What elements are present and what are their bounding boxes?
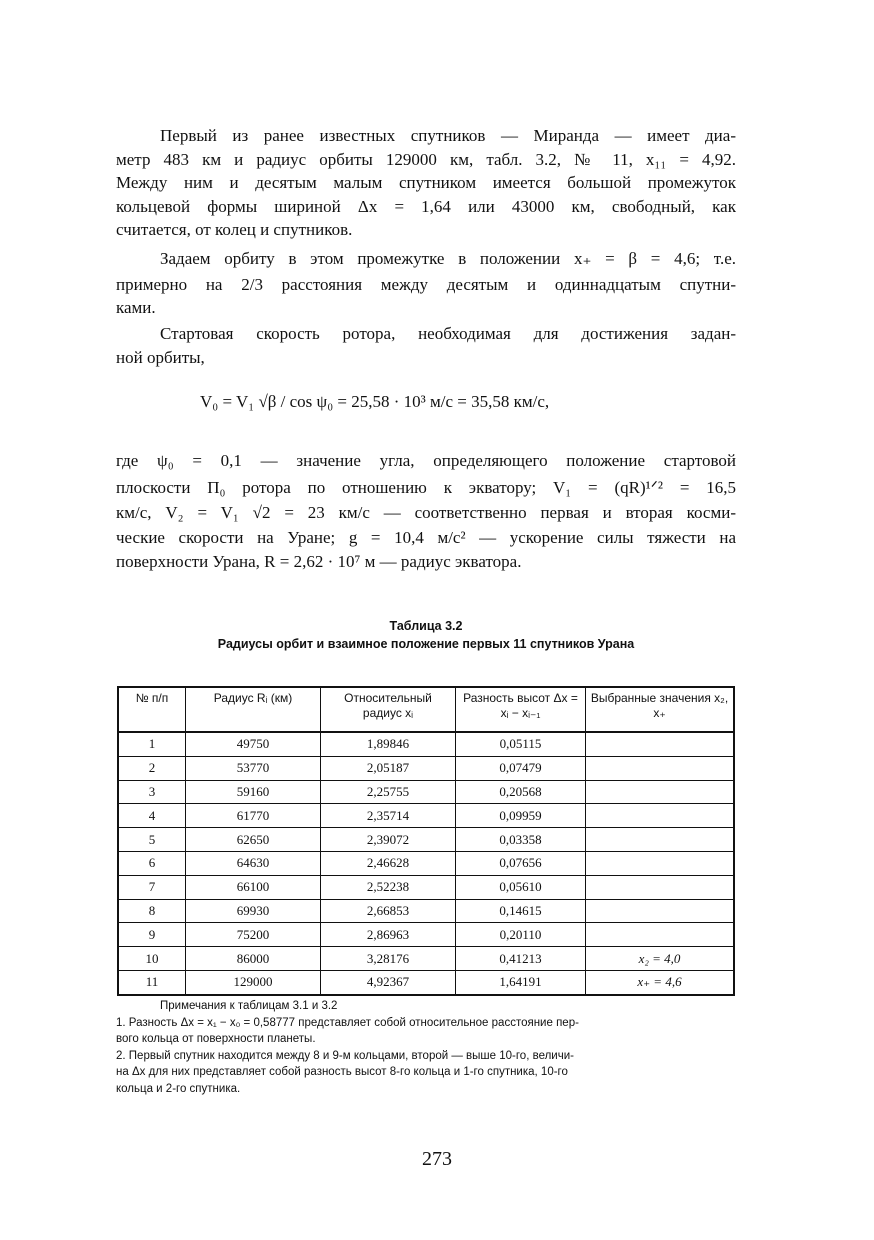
note-line: кольца и 2-го спутника. xyxy=(116,1082,241,1095)
column-header-selected-values: Выбранные значения x₂, x₊ xyxy=(586,687,735,732)
notes-heading: Примечания к таблицам 3.1 и 3.2 xyxy=(160,1000,338,1012)
cell-height-difference: 0,41213 xyxy=(456,947,586,971)
cell-height-difference: 0,20568 xyxy=(456,780,586,804)
cell-height-difference: 0,05115 xyxy=(456,732,586,756)
table-label: Таблица 3.2 xyxy=(389,619,463,633)
cell-selected-value xyxy=(586,899,735,923)
column-header-relative-radius: Относительный радиус xᵢ xyxy=(321,687,456,732)
cell-radius: 129000 xyxy=(186,970,321,994)
text-line: плоскости П₀ ротора по отношению к экватору; V₁ = (qR)¹ᐟ² = 16,5 xyxy=(116,478,736,497)
cell-relative-radius: 2,05187 xyxy=(321,756,456,780)
cell-number: 1 xyxy=(118,732,186,756)
paragraph-definitions xyxy=(116,448,736,573)
cell-number: 2 xyxy=(118,756,186,780)
cell-relative-radius: 4,92367 xyxy=(321,970,456,994)
note-line: 1. Разность Δx = x₁ − x₀ = 0,58777 представляет собой относительное расстояние пер- xyxy=(116,1016,579,1029)
cell-height-difference: 0,03358 xyxy=(456,828,586,852)
cell-number: 10 xyxy=(118,947,186,971)
text-line: где ψ₀ = 0,1 — значение угла, определяющего положение стартовой xyxy=(116,451,736,470)
cell-relative-radius: 1,89846 xyxy=(321,732,456,756)
column-header-height-difference: Разность высот Δx = xᵢ − xᵢ₋₁ xyxy=(456,687,586,732)
table-row xyxy=(118,732,734,756)
cell-number: 4 xyxy=(118,804,186,828)
text-line: ческие скорости на Уране; g = 10,4 м/с² — ускорение силы тяжести на xyxy=(116,528,736,547)
cell-relative-radius: 2,52238 xyxy=(321,875,456,899)
cell-radius: 66100 xyxy=(186,875,321,899)
paragraph-orbit-choice xyxy=(116,247,736,320)
satellite-orbits-table xyxy=(117,686,735,996)
cell-radius: 86000 xyxy=(186,947,321,971)
paragraph-miranda xyxy=(116,124,736,242)
text-line: ками. xyxy=(116,298,156,317)
text-line: примерно на 2/3 расстояния между десятым и одиннадцатым спутни- xyxy=(116,274,736,294)
cell-relative-radius: 2,86963 xyxy=(321,923,456,947)
cell-selected-value: x₂ = 4,0 xyxy=(586,947,735,971)
cell-height-difference: 1,64191 xyxy=(456,970,586,994)
table-row xyxy=(118,851,734,875)
cell-relative-radius: 2,46628 xyxy=(321,851,456,875)
cell-selected-value xyxy=(586,804,735,828)
text-line: Задаем орбиту в этом промежутке в положении x₊ = β = 4,6; т.е. xyxy=(160,249,736,268)
note-line: 2. Первый спутник находится между 8 и 9-м кольцами, второй — выше 10-го, величи- xyxy=(116,1049,574,1062)
text-line: км/с, V₂ = V₁ √2 = 23 км/с — соответственно первая и вторая косми- xyxy=(116,503,736,522)
cell-radius: 61770 xyxy=(186,804,321,828)
table-row xyxy=(118,923,734,947)
text-line: метр 483 км и радиус орбиты 129000 км, табл. 3.2, № 11, x₁₁ = 4,92. xyxy=(116,149,736,169)
cell-selected-value xyxy=(586,923,735,947)
formula-start-velocity: V₀ = V₁ √β / cos ψ₀ = 25,58 · 10³ м/с = 35,58 км/с, xyxy=(200,392,550,411)
cell-selected-value xyxy=(586,756,735,780)
cell-radius: 59160 xyxy=(186,780,321,804)
table-row xyxy=(118,828,734,852)
cell-height-difference: 0,20110 xyxy=(456,923,586,947)
table-row xyxy=(118,756,734,780)
cell-radius: 69930 xyxy=(186,899,321,923)
cell-number: 8 xyxy=(118,899,186,923)
cell-radius: 53770 xyxy=(186,756,321,780)
cell-selected-value xyxy=(586,780,735,804)
table-row xyxy=(118,947,734,971)
table-notes xyxy=(116,998,736,1097)
cell-height-difference: 0,07656 xyxy=(456,851,586,875)
table-row xyxy=(118,970,734,994)
text-line: Стартовая скорость ротора, необходимая для достижения задан- xyxy=(160,324,736,343)
cell-relative-radius: 2,25755 xyxy=(321,780,456,804)
cell-height-difference: 0,05610 xyxy=(456,875,586,899)
text-line: ной орбиты, xyxy=(116,347,205,367)
table-row xyxy=(118,804,734,828)
table-title: Радиусы орбит и взаимное положение первых 11 спутников Урана xyxy=(217,637,635,651)
cell-height-difference: 0,14615 xyxy=(456,899,586,923)
cell-relative-radius: 2,35714 xyxy=(321,804,456,828)
cell-relative-radius: 3,28176 xyxy=(321,947,456,971)
cell-selected-value: x₊ = 4,6 xyxy=(586,970,735,994)
text-line: кольцевой формы шириной Δx = 1,64 или 43000 км, свободный, как xyxy=(116,196,736,216)
text-line: Между ним и десятым малым спутником имеется большой промежуток xyxy=(116,173,736,192)
cell-radius: 49750 xyxy=(186,732,321,756)
cell-number: 3 xyxy=(118,780,186,804)
cell-selected-value xyxy=(586,828,735,852)
cell-selected-value xyxy=(586,875,735,899)
cell-number: 7 xyxy=(118,875,186,899)
cell-selected-value xyxy=(586,732,735,756)
cell-height-difference: 0,09959 xyxy=(456,804,586,828)
table-header-row xyxy=(118,687,734,732)
cell-number: 5 xyxy=(118,828,186,852)
text-line: Первый из ранее известных спутников — Миранда — имеет диа- xyxy=(160,126,736,145)
cell-selected-value xyxy=(586,851,735,875)
column-header-number: № п/п xyxy=(118,687,186,732)
table-row xyxy=(118,875,734,899)
cell-relative-radius: 2,39072 xyxy=(321,828,456,852)
cell-relative-radius: 2,66853 xyxy=(321,899,456,923)
cell-radius: 64630 xyxy=(186,851,321,875)
cell-number: 11 xyxy=(118,970,186,994)
cell-radius: 62650 xyxy=(186,828,321,852)
page-number: 273 xyxy=(422,1148,452,1170)
note-line: вого кольца от поверхности планеты. xyxy=(116,1033,316,1045)
text-line: поверхности Урана, R = 2,62 · 10⁷ м — радиус экватора. xyxy=(116,552,522,571)
paragraph-start-speed xyxy=(116,322,736,369)
text-line: считается, от колец и спутников. xyxy=(116,220,353,239)
table-row xyxy=(118,899,734,923)
column-header-radius: Радиус Rᵢ (км) xyxy=(186,687,321,732)
cell-height-difference: 0,07479 xyxy=(456,756,586,780)
table-row xyxy=(118,780,734,804)
cell-radius: 75200 xyxy=(186,923,321,947)
cell-number: 9 xyxy=(118,923,186,947)
note-line: на Δx для них представляет собой разность высот 8-го кольца и 1-го спутника, 10-го xyxy=(116,1066,568,1078)
cell-number: 6 xyxy=(118,851,186,875)
